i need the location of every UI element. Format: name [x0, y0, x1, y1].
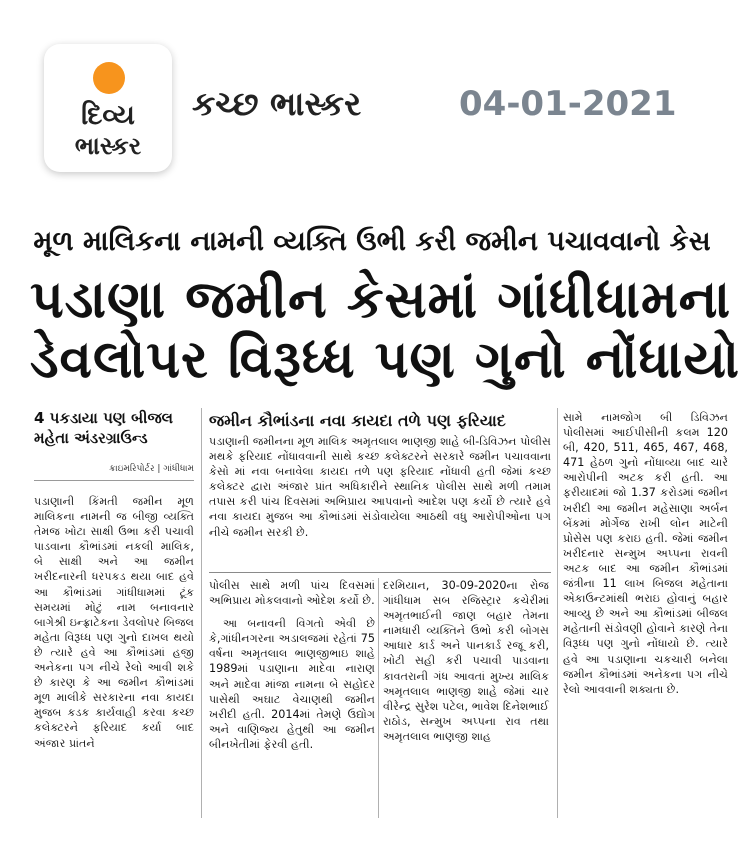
column-divider-2: [378, 578, 379, 818]
article-column-2a: [209, 578, 375, 752]
article-center-top: [209, 434, 551, 540]
left-subheadline: 4 પકડાયા પણ બીજલ મહેતા અંડરગ્રાઉન્ડ: [34, 409, 173, 447]
article-column-2b: [383, 578, 549, 744]
divya-bhaskar-logo: [44, 44, 172, 172]
center-divider: [209, 572, 551, 573]
logo-text-line2: ભાસ્કર: [74, 132, 142, 160]
column-1-text: પડાણાની કિંમતી જમીન મૂળ માલિકના નામની જ બીજી વ્યક્તિ તેમજ ખોટા સાક્ષી ઉભા કરી પચાવી પાડવાના કૌભાંડમાં નકલી માલિક, બે સાક્ષી અને આ જમીન ખરીદનારની ધરપકડ થયા બાદ હવે આ કૌભાંડમાં ગાંધીધામમાં ટૂંક સમયમાં મોટું નામ બનાવનાર બાગેશ્રી ઇન્ફ્રાટેકના ડેવલોપર બિજલ મહેતા વિરૂધ્ધ પણ ગુનો દાખલ થયો છે ત્યારે હવે આ કૌભાંડમાં હજી અનેકના પગ નીચે રેલો આવી શકે છે કારણ કે આ જમીન કૌભાંડમાં મૂળ માલીકે સરકારના નવા કાયદા મુજબ કડક કાર્યવાહી કરવા કચ્છ કલેક્ટરને ફરિયાદ કર્યા બાદ અંજાર પ્રાંતને: [34, 495, 194, 750]
edition-date: 04-01-2021: [459, 84, 677, 124]
article-column-1: [34, 494, 194, 751]
article-column-3: [563, 410, 728, 697]
column-2b-text: દરમિયાન, 30-09-2020ના રોજ ગાંધીધામ સબ રજિસ્ટ્રાર કચેરીમાં અમૃતભાઈની જાણ બહાર તેમના નામધારી વ્યક્તિને ઉભો કરી બોગસ આધાર કાર્ડ અને પાનકાર્ડ રજૂ કરી, ખોટી સહી કરી પચાવી પાડવાના કાવતરાની ગંધ આવતાં મુખ્ય માલિક અમૃતલાલ ભાણજી શાહે જેમાં ચાર વીરેન્દ્ર સુરેશ પટેલ, ભાવેશ દિનેશભાઈ રાઠોડ, સન્મુખ અપ્પના રાવ તથા અમૃતલાલ ભાણજી શાહ: [383, 579, 549, 743]
byline-divider: [34, 480, 194, 481]
edition-name: કચ્છ ભાસ્કર: [192, 84, 362, 123]
headline-line-1: પડાણા જમીન કેસમાં ગાંધીધામના: [30, 270, 732, 330]
logo-text-line1: દિવ્ય: [81, 100, 135, 131]
headline-kicker: મૂળ માલિકના નામની વ્યક્તિ ઉભી કરી જમીન પચાવવાનો કેસ: [33, 226, 711, 257]
sun-icon: [93, 62, 125, 94]
column-2a-para-2: આ બનાવની વિગતો એવી છે કે,ગાંધીનગરના અડાલજમાં રહેતાં 75 વર્ષના અમૃતલાલ ભાણજીભાઇ શાહે 1989માં પડાણાના માદેવા નારાણ અને માદેવા માંજા નામના બે સહોદર પાસેથી અઘાટ વેચાણથી જમીન ખરીદી હતી. 2014માં તેમણે ઉદ્યોગ અને વાણિજ્ય હેતુથી આ જમીન બીનખેતીમાં ફેરવી હતી.: [209, 617, 375, 751]
column-divider-1: [201, 408, 202, 818]
center-top-text: પડાણાની જમીનના મૂળ માલિક અમૃતલાલ ભાણજી શાહે બી-ડિવિઝન પોલીસ મથકે ફરિયાદ નોંધાવવાની સાથે કચ્છ કલેક્ટરને સરકારે જમીન પચાવવાના કેસો માં નવા બનાવેલા કાયદા તળે પણ ફરિયાદ નોંધાવી હતી જેમાં કચ્છ કલેક્ટર દ્વારા અંજાર પ્રાંત અધિકારીને સ્થાનિક પોલીસ સાથે મળી તમામ તપાસ કરી પાંચ દિવસમાં અભિપ્રાય આપવાનો આદેશ પણ કર્યો છે ત્યારે હવે નવા કાયદા મુજબ આ કૌભાંડમાં સંડોવાયેલા આઠથી વધુ આરોપીઓના પગ નીચે જમીન સરકી છે.: [209, 435, 551, 539]
headline-line-2: ડેવલોપર વિરૂધ્ધ પણ ગુનો નોંધાયો: [30, 330, 740, 390]
byline: ક્રાઇમરિપોર્ટર | ગાંધીધામ: [109, 464, 194, 474]
center-subheadline: જમીન કૌભાંડના નવા કાયદા તળે પણ ફરિયાદ: [209, 411, 506, 430]
column-3-text: સામે નામજોગ બી ડિવિઝન પોલીસમાં આઈપીસીની કલમ 120 બી, 420, 511, 465, 467, 468, 471 હેઠળ ગુનો નોંધાવ્યા બાદ ચારે આરોપીની અટક કરી હતી. આ ફરીયાદમાં જો 1.37 કરોડમાં જમીન ખરીદી આ જમીન મહેસાણા અર્બન બેંકમાં મોર્ગેજ રાખી લોન માટેની પ્રોસેસ પણ કરાઇ હતી. જેમાં જમીન ખરીદનાર સન્મુખ અપ્પના રાવની અટક બાદ આ જમીન કૌભાંડમાં જંત્રીના 11 લાખ બિજલ મહેતાના એકાઉન્ટમાંથી ભરાઇ હોવાનું બહાર આવ્યુ છે અને આ કૌભાંડમાં બીજલ મહેતાની સંડોવણી હોવાને કારણે તેના વિરૂધ્ધ પણ ગુનો નોંધાયો છે. ત્યારે હવે આ પડાણાના ચકચારી બનેલા જમીન કૌભાંડમાં અનેકના પગ નીચે રેલો આવવાની શક્યતા છે.: [563, 411, 728, 696]
column-2a-para-1: પોલીસ સાથે મળી પાંચ દિવસમાં અભિપ્રાય મોકલવાનો ઓદેશ કર્યો છે.: [209, 579, 375, 608]
column-divider-3: [557, 408, 558, 818]
